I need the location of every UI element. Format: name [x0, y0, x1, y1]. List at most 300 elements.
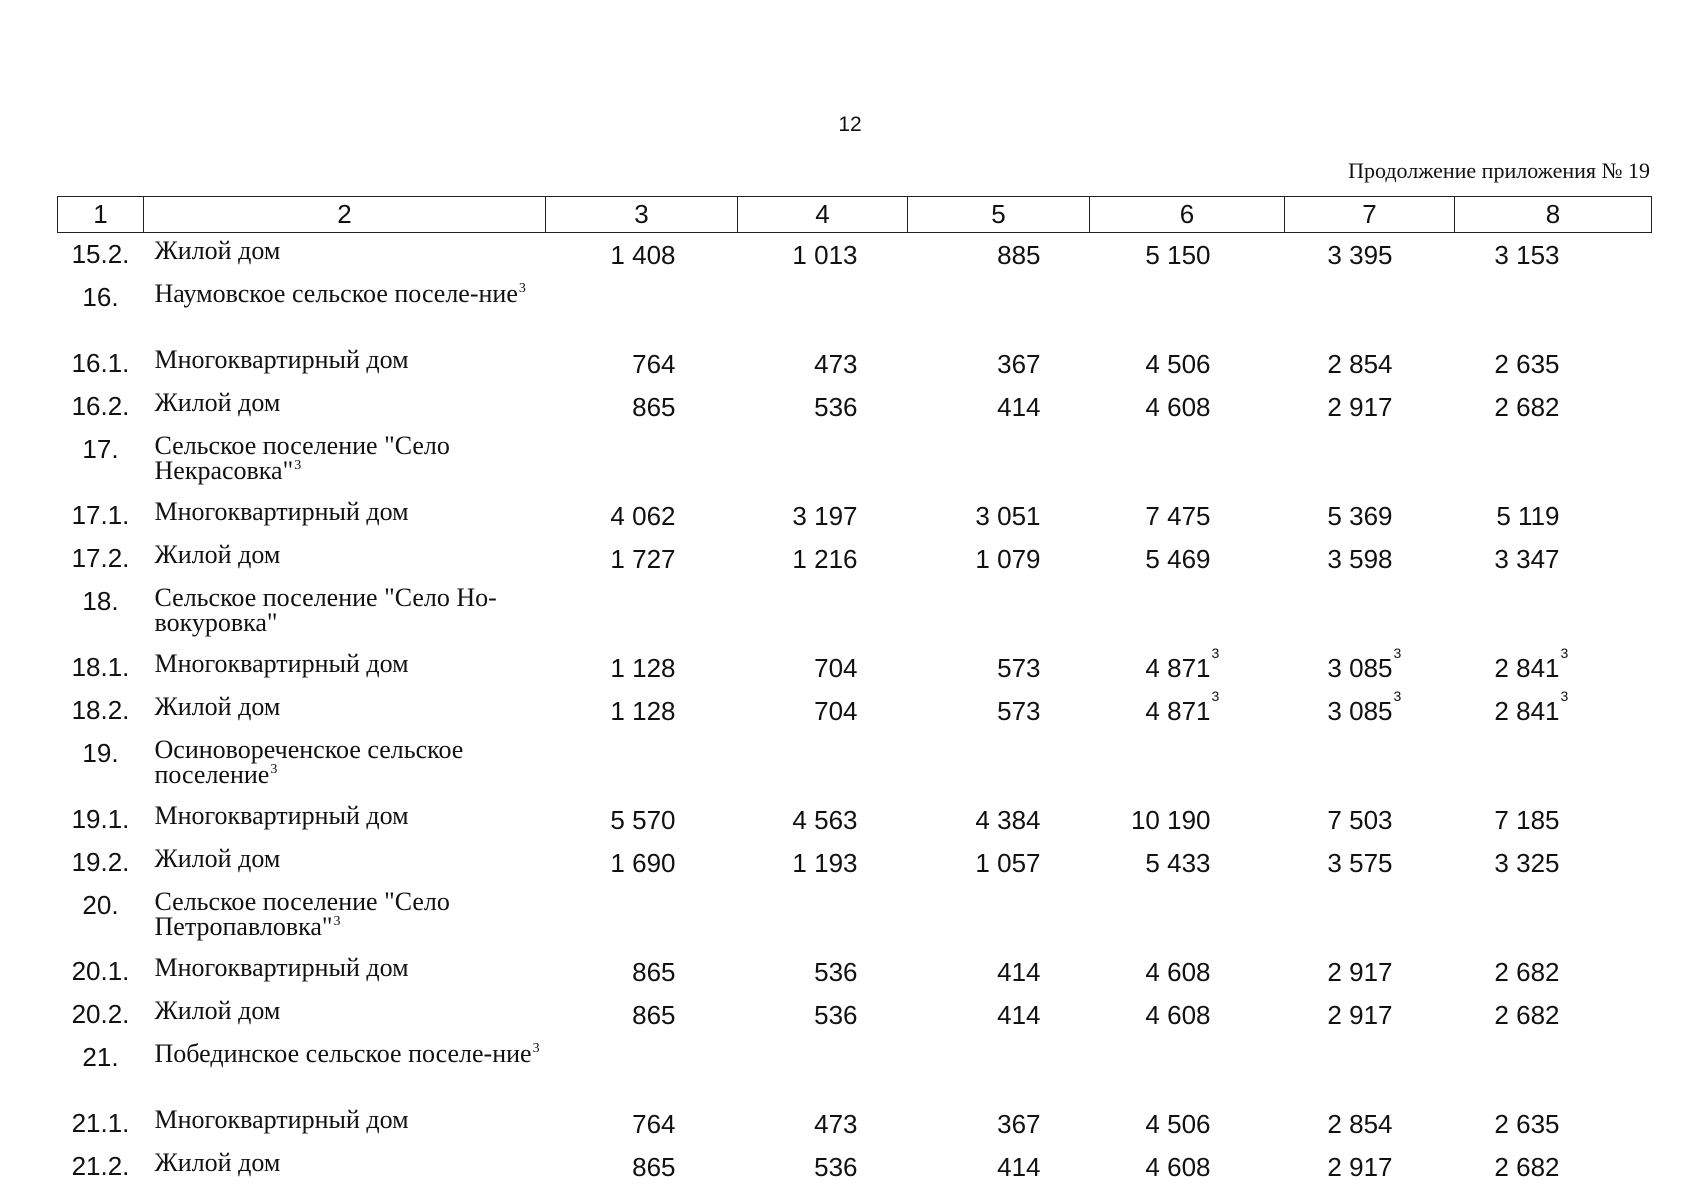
value-wrap [1327, 349, 1392, 379]
table-row [58, 1102, 1652, 1145]
value-cell [908, 1036, 1090, 1102]
value-cell [546, 993, 738, 1036]
value-text: 536 [814, 957, 858, 987]
value-text: 2 635 [1494, 349, 1560, 379]
value-cell [1455, 950, 1652, 993]
value-cell [1090, 646, 1285, 689]
row-name-text: Жилой дом [154, 692, 281, 721]
value-cell [908, 494, 1090, 537]
value-wrap [814, 349, 857, 379]
value-wrap [1145, 392, 1210, 422]
value-cell [1090, 1036, 1285, 1102]
value-cell [1455, 1036, 1652, 1102]
value-wrap [1327, 1152, 1392, 1182]
value-text: 4 608 [1145, 957, 1211, 987]
value-cell [1285, 1145, 1455, 1188]
value-wrap [1494, 1000, 1559, 1030]
value-text: 1 128 [610, 653, 676, 683]
value-cell [908, 841, 1090, 884]
row-name [144, 342, 546, 385]
value-text: 3 347 [1494, 544, 1560, 574]
value-cell [1090, 494, 1285, 537]
row-name [144, 428, 546, 494]
row-number: 21.1. [71, 1108, 130, 1138]
value-cell [1285, 233, 1455, 277]
value-wrap [792, 544, 857, 574]
value-wrap [1327, 544, 1392, 574]
value-wrap [1145, 501, 1210, 531]
footnote-mark: 3 [532, 1041, 540, 1056]
column-header: 5 [908, 197, 1090, 233]
value-cell [1090, 580, 1285, 646]
row-number: 20. [82, 890, 119, 920]
value-cell [908, 537, 1090, 580]
value-text: 414 [997, 1152, 1041, 1182]
value-wrap [610, 805, 675, 835]
value-wrap [1494, 805, 1559, 835]
value-cell [1090, 950, 1285, 993]
value-cell [1090, 342, 1285, 385]
row-number: 17. [82, 434, 119, 464]
column-header: 6 [1090, 197, 1285, 233]
value-text: 764 [632, 349, 676, 379]
value-wrap [792, 501, 857, 531]
table-row [58, 950, 1652, 993]
row-name-text: Многоквартирный дом [154, 345, 409, 374]
value-wrap [997, 653, 1040, 683]
value-text: 3 085 [1327, 653, 1393, 683]
row-name [144, 689, 546, 732]
value-text: 4 871 [1145, 696, 1211, 726]
value-wrap [997, 1152, 1040, 1182]
row-name-text: Многоквартирный дом [154, 497, 409, 526]
value-text: 1 727 [610, 544, 676, 574]
value-wrap [1327, 392, 1392, 422]
value-cell [1455, 841, 1652, 884]
value-cell [1285, 385, 1455, 428]
value-wrap [1145, 1000, 1210, 1030]
value-wrap [792, 805, 857, 835]
row-name [144, 385, 546, 428]
footnote-mark: 3 [518, 281, 526, 296]
value-wrap [632, 1000, 675, 1030]
value-wrap [1327, 501, 1392, 531]
value-text: 7 503 [1327, 805, 1393, 835]
value-text: 704 [814, 696, 858, 726]
value-cell [1090, 537, 1285, 580]
value-text: 2 854 [1327, 349, 1393, 379]
table-row [58, 646, 1652, 689]
value-cell [738, 732, 908, 798]
value-text: 414 [997, 1000, 1041, 1030]
row-number: 17.1. [71, 500, 130, 530]
value-text: 3 197 [792, 501, 858, 531]
value-cell [546, 428, 738, 494]
value-cell [546, 1102, 738, 1145]
row-name [144, 1145, 546, 1188]
value-wrap [1327, 240, 1392, 270]
value-wrap [1145, 1152, 1210, 1182]
table-row [58, 385, 1652, 428]
value-cell [1090, 428, 1285, 494]
row-number: 16. [82, 282, 119, 312]
value-wrap [1327, 1109, 1392, 1139]
value-wrap [1494, 392, 1559, 422]
value-text: 1 079 [975, 544, 1041, 574]
value-text: 3 085 [1327, 696, 1393, 726]
value-cell [738, 1145, 908, 1188]
row-number: 20.2. [71, 999, 130, 1029]
value-text: 2 682 [1494, 957, 1560, 987]
value-cell [908, 233, 1090, 277]
value-cell [546, 950, 738, 993]
value-text: 5 119 [1496, 501, 1560, 531]
value-cell [1090, 841, 1285, 884]
value-wrap [632, 392, 675, 422]
value-cell [546, 494, 738, 537]
value-wrap [1494, 1109, 1559, 1139]
value-wrap [814, 653, 857, 683]
value-text: 1 057 [975, 848, 1041, 878]
value-wrap [997, 392, 1040, 422]
row-number: 19.1. [71, 804, 130, 834]
value-wrap [632, 1109, 675, 1139]
value-wrap [1145, 349, 1210, 379]
value-wrap: 3 085 3 [1327, 645, 1402, 683]
value-wrap [792, 848, 857, 878]
row-name-text: Жилой дом [154, 540, 281, 569]
page-number: 12 [838, 113, 862, 136]
row-name [144, 537, 546, 580]
value-wrap [1145, 544, 1210, 574]
row-name-text: Побединское сельское поселе-ние [154, 1039, 532, 1068]
row-name [144, 1036, 546, 1102]
row-number: 19.2. [71, 847, 130, 877]
value-text: 1 193 [792, 848, 858, 878]
table-row [58, 841, 1652, 884]
column-header: 3 [546, 197, 738, 233]
value-cell [1455, 494, 1652, 537]
value-cell [738, 233, 908, 277]
row-name-text: Жилой дом [154, 1148, 281, 1177]
value-wrap [814, 1109, 857, 1139]
value-cell [1455, 732, 1652, 798]
value-cell [1285, 798, 1455, 841]
value-wrap [814, 1000, 857, 1030]
value-cell [908, 798, 1090, 841]
value-text: 704 [814, 653, 858, 683]
row-number: 21.2. [71, 1151, 130, 1181]
value-cell [738, 993, 908, 1036]
row-name [144, 732, 546, 798]
row-name [144, 798, 546, 841]
value-cell [1455, 1102, 1652, 1145]
value-wrap [1131, 805, 1211, 835]
value-cell [908, 950, 1090, 993]
value-cell [1285, 494, 1455, 537]
value-wrap [1327, 848, 1392, 878]
value-cell [738, 884, 908, 950]
value-wrap [814, 696, 857, 726]
value-text: 5 150 [1145, 240, 1211, 270]
table-row [58, 537, 1652, 580]
row-name [144, 950, 546, 993]
value-wrap [997, 1000, 1040, 1030]
value-text: 885 [997, 240, 1041, 270]
row-name-text: Многоквартирный дом [154, 1105, 409, 1134]
row-number: 17.2. [71, 543, 130, 573]
row-name [144, 1102, 546, 1145]
row-name [144, 494, 546, 537]
value-wrap [632, 957, 675, 987]
value-cell [738, 385, 908, 428]
value-cell [1285, 342, 1455, 385]
table-row [58, 494, 1652, 537]
column-header: 4 [738, 197, 908, 233]
value-wrap [1145, 848, 1210, 878]
row-name [144, 993, 546, 1036]
value-cell [738, 494, 908, 537]
section-row [58, 428, 1652, 494]
row-number: 18.1. [71, 652, 130, 682]
column-header: 1 [58, 197, 144, 233]
value-text: 2 917 [1327, 1152, 1393, 1182]
value-cell [1090, 689, 1285, 732]
value-text: 3 153 [1494, 240, 1560, 270]
value-cell [1090, 276, 1285, 342]
value-text: 5 369 [1327, 501, 1393, 531]
value-cell [738, 580, 908, 646]
value-cell [1285, 580, 1455, 646]
value-cell [1090, 732, 1285, 798]
footnote-mark: 3 [333, 914, 341, 929]
value-cell [1285, 428, 1455, 494]
value-cell [908, 580, 1090, 646]
value-text: 2 917 [1327, 392, 1393, 422]
value-text: 1 408 [610, 240, 676, 270]
value-cell [738, 689, 908, 732]
row-name-text: Жилой дом [154, 236, 281, 265]
value-cell [908, 385, 1090, 428]
value-cell [1090, 233, 1285, 277]
value-wrap [632, 349, 675, 379]
value-cell [1285, 884, 1455, 950]
value-cell [1455, 1145, 1652, 1188]
value-cell [546, 732, 738, 798]
value-cell [546, 646, 738, 689]
value-cell [738, 1036, 908, 1102]
row-name [144, 276, 546, 342]
value-wrap [610, 544, 675, 574]
value-text: 2 917 [1327, 1000, 1393, 1030]
value-cell [908, 732, 1090, 798]
row-name-text: Многоквартирный дом [154, 801, 409, 830]
value-cell [738, 537, 908, 580]
row-name [144, 646, 546, 689]
row-name-text: Жилой дом [154, 388, 281, 417]
value-cell [908, 428, 1090, 494]
value-wrap: 2 841 3 [1494, 645, 1569, 683]
value-text: 865 [632, 1152, 676, 1182]
value-cell [1455, 428, 1652, 494]
value-text: 1 128 [610, 696, 676, 726]
value-cell [546, 798, 738, 841]
value-wrap: 4 871 3 [1145, 688, 1220, 726]
value-text: 414 [997, 392, 1041, 422]
row-name-text: Жилой дом [154, 996, 281, 1025]
value-wrap [975, 805, 1040, 835]
row-name-text: Жилой дом [154, 844, 281, 873]
value-text: 536 [814, 392, 858, 422]
value-cell [1455, 342, 1652, 385]
value-cell [908, 993, 1090, 1036]
value-cell [738, 841, 908, 884]
header-row [58, 197, 1652, 233]
value-text: 4 384 [975, 805, 1041, 835]
value-wrap [1327, 805, 1392, 835]
value-cell [1285, 1036, 1455, 1102]
value-text: 4 062 [610, 501, 676, 531]
value-text: 573 [997, 696, 1041, 726]
value-wrap [997, 349, 1040, 379]
row-name-text: Многоквартирный дом [154, 953, 409, 982]
value-text: 2 682 [1494, 1152, 1560, 1182]
row-number: 18.2. [71, 695, 130, 725]
value-text: 473 [814, 1109, 858, 1139]
value-cell [1285, 276, 1455, 342]
value-wrap [1494, 1152, 1559, 1182]
value-cell [738, 428, 908, 494]
value-wrap: 2 841 3 [1494, 688, 1569, 726]
value-text: 2 841 [1494, 696, 1560, 726]
table-body [58, 233, 1652, 1189]
section-row [58, 1036, 1652, 1102]
value-cell [1455, 798, 1652, 841]
tariff-table [57, 196, 1652, 1188]
value-wrap [975, 848, 1040, 878]
value-cell [1455, 689, 1652, 732]
value-text: 473 [814, 349, 858, 379]
value-cell [738, 646, 908, 689]
value-text: 4 608 [1145, 1152, 1211, 1182]
value-text: 7 185 [1494, 805, 1560, 835]
row-name-text: Сельское поселение "Село Некрасовка" [154, 431, 450, 485]
value-wrap [632, 1152, 675, 1182]
value-cell [1455, 884, 1652, 950]
value-cell [546, 233, 738, 277]
value-wrap [814, 1152, 857, 1182]
value-cell [738, 950, 908, 993]
value-text: 5 469 [1145, 544, 1211, 574]
value-cell [1455, 233, 1652, 277]
value-text: 4 506 [1145, 1109, 1211, 1139]
row-name [144, 884, 546, 950]
value-cell [1285, 732, 1455, 798]
row-number: 16.2. [71, 391, 130, 421]
column-header: 8 [1455, 197, 1652, 233]
value-text: 5 570 [610, 805, 676, 835]
value-cell [1455, 385, 1652, 428]
value-text: 3 395 [1327, 240, 1393, 270]
value-cell [738, 342, 908, 385]
value-cell [1285, 537, 1455, 580]
value-cell [546, 385, 738, 428]
value-text: 3 051 [975, 501, 1041, 531]
value-text: 4 871 [1145, 653, 1211, 683]
value-wrap [610, 240, 675, 270]
value-cell [1455, 646, 1652, 689]
value-wrap [814, 392, 857, 422]
table-row [58, 233, 1652, 277]
value-cell [546, 689, 738, 732]
value-text: 2 917 [1327, 957, 1393, 987]
table-row [58, 342, 1652, 385]
value-text: 367 [997, 1109, 1041, 1139]
value-cell [738, 798, 908, 841]
value-cell [1285, 1102, 1455, 1145]
value-text: 414 [997, 957, 1041, 987]
row-name-text: Осиновореченское сельское поселение [154, 735, 464, 789]
row-number: 19. [82, 738, 119, 768]
section-row [58, 580, 1652, 646]
value-cell [546, 841, 738, 884]
value-text: 1 690 [610, 848, 676, 878]
value-wrap [997, 696, 1040, 726]
value-cell [1090, 798, 1285, 841]
value-wrap [1327, 957, 1392, 987]
value-cell [908, 884, 1090, 950]
value-text: 2 635 [1494, 1109, 1560, 1139]
value-cell [1285, 646, 1455, 689]
row-name [144, 233, 546, 277]
value-cell [546, 1036, 738, 1102]
value-text: 4 608 [1145, 1000, 1211, 1030]
value-cell [1090, 1145, 1285, 1188]
value-cell [1090, 993, 1285, 1036]
value-wrap [1145, 240, 1210, 270]
value-cell [738, 1102, 908, 1145]
column-header: 7 [1285, 197, 1455, 233]
value-cell [1285, 689, 1455, 732]
value-cell [908, 646, 1090, 689]
value-text: 3 598 [1327, 544, 1393, 574]
value-wrap [610, 696, 675, 726]
value-text: 865 [632, 957, 676, 987]
value-cell [1285, 993, 1455, 1036]
value-wrap [1494, 544, 1559, 574]
value-text: 1 216 [792, 544, 858, 574]
value-cell [1090, 1102, 1285, 1145]
value-cell [908, 1145, 1090, 1188]
value-wrap [1494, 349, 1559, 379]
value-cell [1455, 580, 1652, 646]
row-number: 21. [82, 1042, 119, 1072]
value-wrap [814, 957, 857, 987]
value-text: 3 325 [1494, 848, 1560, 878]
row-number: 18. [82, 586, 119, 616]
row-number: 15.2. [71, 239, 130, 269]
section-row [58, 884, 1652, 950]
value-cell [1090, 385, 1285, 428]
value-cell [546, 884, 738, 950]
footnote-mark: 3 [294, 458, 302, 473]
table-row [58, 1145, 1652, 1188]
value-text: 5 433 [1145, 848, 1211, 878]
row-name-text: Многоквартирный дом [154, 649, 409, 678]
row-name-text: Сельское поселение "Село Но-вокуровка" [154, 583, 497, 637]
table-row [58, 798, 1652, 841]
value-text: 573 [997, 653, 1041, 683]
